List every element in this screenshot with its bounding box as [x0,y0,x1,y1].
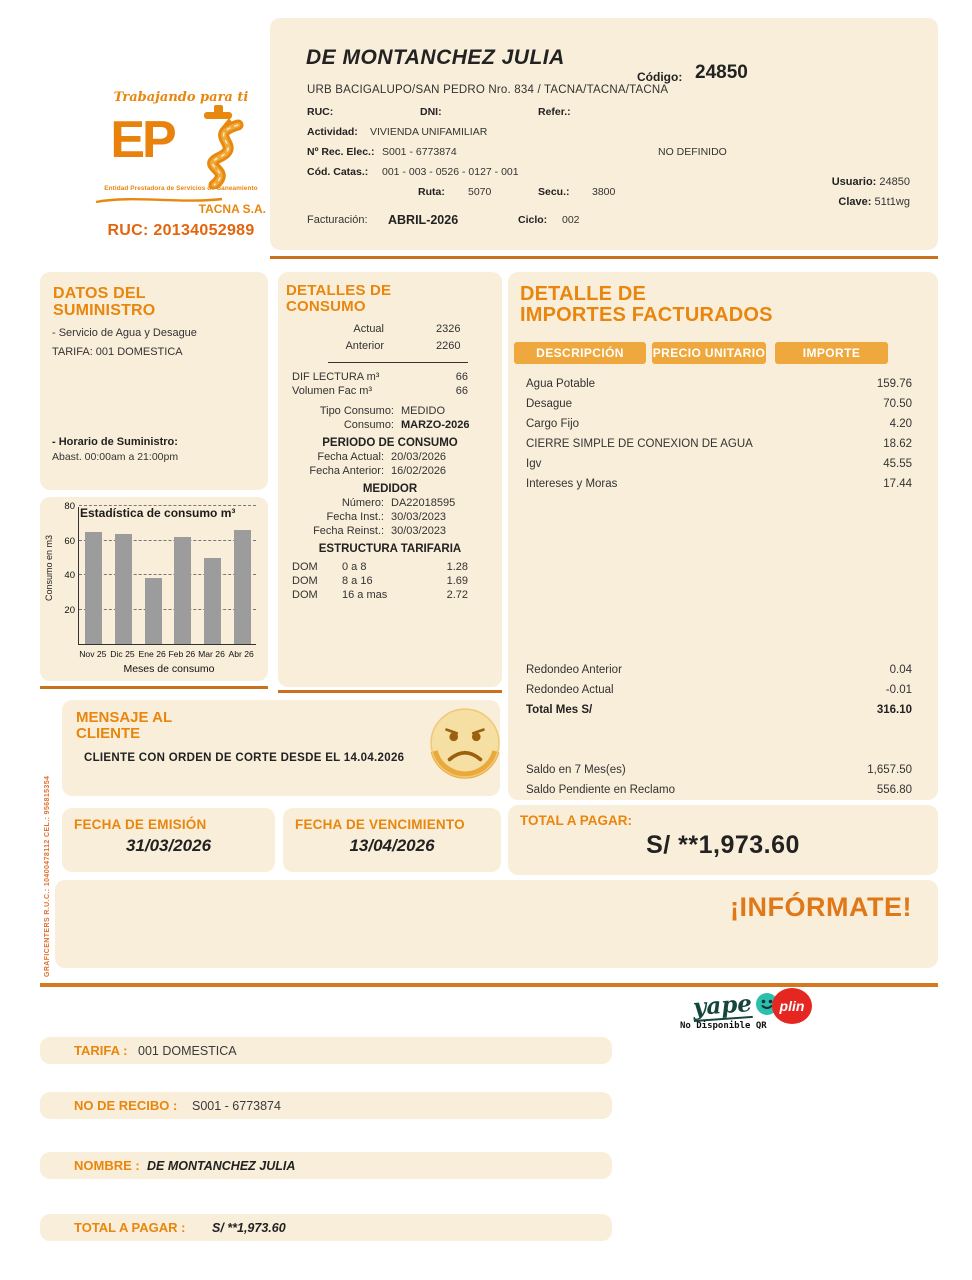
importe-label: Intereses y Moras [526,478,618,490]
col-descripcion: DESCRIPCIÓN [514,342,646,364]
suministro-title-line1: DATOS DEL [53,285,146,302]
catas-label: Cód. Catas.: [307,166,369,178]
no-definido: NO DEFINIDO [658,146,727,158]
consumo-title-line2: CONSUMO [286,298,366,315]
fecha-emision-label: FECHA DE EMISIÓN [74,817,207,832]
clave-value: 51t1wg [874,196,910,208]
fecha-actual-value: 20/03/2026 [391,451,447,463]
importe-label: CIERRE SIMPLE DE CONEXION DE AGUA [526,438,753,450]
sad-face-icon [428,706,502,785]
medidor-numero-label: Número: [341,497,384,509]
periodo-title: PERIODO DE CONSUMO [322,437,458,449]
secu-value: 3800 [592,186,616,198]
estructura-row [278,561,502,573]
suministro-panel [40,272,268,490]
clave-label: Clave: [838,196,872,208]
estructura-tipo: DOM [292,575,318,587]
middle-column-divider [278,690,502,693]
tarifa-text: TARIFA: 001 DOMESTICA [52,346,183,358]
fecha-vencimiento-panel [283,808,501,872]
mensaje-title-line2: CLIENTE [76,725,141,742]
col-importe: IMPORTE [775,342,888,364]
resumen-tarifa-label: TARIFA : [74,1043,128,1058]
secu-label: Secu.: [538,186,570,198]
saldo-value: 1,657.50 [867,764,912,776]
importes-panel [508,272,938,800]
mensaje-text: CLIENTE CON ORDEN DE CORTE DESDE EL 14.04.2026 [84,752,405,764]
fecha-emision-panel [62,808,275,872]
resumen-tarifa-strip [40,1037,612,1064]
resumen-nombre-label: NOMBRE : [74,1158,140,1173]
fecha-inst-row [278,511,502,523]
medidor-title: MEDIDOR [362,483,418,495]
ruc-label: RUC: [307,106,334,118]
eps-logo [92,90,270,240]
resumen-nombre-value: DE MONTANCHEZ JULIA [147,1159,296,1173]
estructura-rango: 0 a 8 [342,561,367,573]
ciclo-value: 002 [562,214,580,226]
fecha-vencimiento-value: 13/04/2026 [349,836,435,855]
plin-wordmark: plin [779,998,805,1014]
lectura-actual-value: 2326 [436,323,461,335]
estructura-rango: 8 a 16 [342,575,373,587]
saldo-row [508,760,938,780]
chart-bar-Ene 26 [145,578,162,644]
importe-label: Cargo Fijo [526,418,580,430]
header-panel [270,18,938,250]
redondeo-label: Redondeo Anterior [526,664,622,676]
header-divider [270,256,938,259]
estructura-row [278,589,502,601]
suministro-title [40,272,268,319]
chart-x-tick: Dic 25 [110,649,135,659]
chart-plot-area [64,501,256,645]
importe-value: 70.50 [883,398,912,410]
volumen-fac-value: 66 [455,385,468,397]
yape-wordmark: yape [692,989,753,1021]
lectura-actual-row [278,323,502,335]
importe-row [508,454,938,474]
importes-table-header [508,342,938,364]
importes-title-line1: DETALLE DE [520,283,647,305]
importes-title [520,284,773,326]
fecha-anterior-value: 16/02/2026 [391,465,447,477]
left-column-divider [40,686,268,689]
rec-elec-value: S001 - 6773874 [382,146,457,158]
fecha-anterior-row [278,465,502,477]
redondeo-block [508,660,938,720]
fecha-reinst-label: Fecha Reinst.: [313,525,384,537]
total-mes-value: 316.10 [876,704,912,716]
chart-gridline [79,540,256,541]
lectura-divider [328,362,468,363]
dif-lectura-label: DIF LECTURA m³ [292,371,380,383]
chart-y-tick: 60 [64,535,75,547]
chart-y-axis-label: Consumo en m3 [44,534,54,602]
consumo-mes-value: MARZO-2026 [401,419,470,431]
redondeo-value: -0.01 [885,684,912,696]
actividad-value: VIVIENDA UNIFAMILIAR [370,126,488,138]
fecha-reinst-row [278,525,502,537]
logo-subtitle: Entidad Prestadora de Servicios de Saneamiento [104,185,258,192]
resumen-nombre-strip [40,1152,612,1179]
suministro-title-line2: SUMINISTRO [53,302,156,319]
resumen-recibo-value: S001 - 6773874 [192,1099,281,1113]
resumen-recibo-label: NO DE RECIBO : [74,1098,178,1113]
importe-value: 4.20 [889,418,912,430]
total-mes-row [508,700,938,720]
printer-note-vertical: GRAFICENTERS R.U.C.: 10400478112 CEL.: 956815354 [44,775,51,977]
facturacion-label: Facturación: [307,214,368,226]
horario-label: - Horario de Suministro: [52,436,178,448]
resumen-total-value: S/ **1,973.60 [212,1221,286,1235]
chart-x-tick: Feb 26 [168,649,196,659]
redondeo-row [508,660,938,680]
tipo-consumo-value: MEDIDO [401,405,445,417]
importe-value: 18.62 [883,438,912,450]
medidor-numero-value: DA22018595 [391,497,456,509]
actividad-label: Actividad: [307,126,358,138]
fecha-vencimiento-label: FECHA DE VENCIMIENTO [295,817,465,832]
importe-row [508,434,938,454]
usuario-label: Usuario: [831,176,877,188]
dif-lectura-row [278,371,502,383]
dni-label: DNI: [420,106,442,118]
resumen-recibo-strip [40,1092,612,1119]
yape-logo [692,989,779,1021]
resumen-tarifa-value: 001 DOMESTICA [138,1044,237,1058]
usuario-value: 24850 [879,176,910,188]
total-a-pagar-label: TOTAL A PAGAR: [520,813,632,828]
clave-row [838,196,910,208]
chart-x-tick: Ene 26 [138,649,166,659]
chart-x-axis-label: Meses de consumo [123,663,215,675]
saldo-label: Saldo Pendiente en Reclamo [526,784,675,796]
consumo-mes-label: Consumo: [343,419,394,431]
chart-y-tick: 80 [64,501,75,512]
estructura-rango: 16 a mas [342,589,388,601]
consumo-panel [278,272,502,687]
fecha-reinst-value: 30/03/2023 [391,525,447,537]
fecha-inst-value: 30/03/2023 [391,511,447,523]
plin-logo [772,988,812,1024]
chart-x-tick: Mar 26 [198,649,225,659]
chart-y-tick: 20 [64,604,75,616]
chart-x-tick: Nov 25 [79,649,107,659]
informate-panel [55,880,938,968]
qr-note: No Disponible QR [680,1021,767,1031]
importe-label: Igv [526,458,542,470]
rec-elec-label: Nº Rec. Elec.: [307,146,375,158]
tipo-consumo-label: Tipo Consumo: [319,405,394,417]
customer-name: DE MONTANCHEZ JULIA [306,46,565,69]
lectura-anterior-row [278,340,502,352]
redondeo-value: 0.04 [889,664,912,676]
importe-row [508,394,938,414]
logo-company: TACNA S.A. [198,202,266,216]
chart-bar-Abr 26 [234,530,251,644]
fecha-emision-value: 31/03/2026 [125,836,212,855]
tipo-consumo-row [278,405,502,417]
estructura-title: ESTRUCTURA TARIFARIA [318,543,462,555]
fecha-anterior-label: Fecha Anterior: [309,465,384,477]
col-precio-unitario: PRECIO UNITARIO [652,342,766,364]
importe-value: 17.44 [883,478,912,490]
consumo-title [278,272,502,315]
saldo-row [508,780,938,800]
lectura-anterior-value: 2260 [436,340,461,352]
importe-value: 159.76 [876,378,912,390]
lectura-actual-label: Actual [353,323,384,335]
chart-title: Estadística de consumo m³ [80,506,236,520]
catas-value: 001 - 003 - 0526 - 0127 - 001 [382,166,519,178]
logo-main [92,105,270,185]
estructura-tipo: DOM [292,589,318,601]
saldo-value: 556.80 [876,784,912,796]
codigo-value: 24850 [695,62,748,83]
chart-bar-Nov 25 [85,532,102,644]
refer-label: Refer.: [538,106,571,118]
estructura-precio: 2.72 [446,589,468,601]
total-a-pagar-panel [508,805,938,875]
consumption-chart [40,497,268,681]
volumen-fac-row [278,385,502,397]
chart-bar-Mar 26 [204,558,221,644]
estructura-tipo: DOM [292,561,318,573]
estructura-precio: 1.28 [446,561,468,573]
facturacion-value: ABRIL-2026 [388,213,459,227]
fecha-actual-label: Fecha Actual: [317,451,384,463]
logo-ruc: RUC: 20134052989 [107,222,255,239]
total-a-pagar-value: S/ **1,973.60 [646,831,800,859]
logo-tagline: Trabajando para ti [113,90,249,105]
fecha-inst-label: Fecha Inst.: [326,511,384,523]
volumen-fac-label: Volumen Fac m³ [292,385,373,397]
usuario-row [832,176,910,188]
chart-gridline [79,574,256,575]
chart-bar-Feb 26 [174,537,191,644]
saldo-label: Saldo en 7 Mes(es) [526,764,626,776]
horario-value: Abast. 00:00am a 21:00pm [52,451,179,463]
redondeo-row [508,680,938,700]
fecha-actual-row [278,451,502,463]
importe-label: Desague [526,398,573,410]
mensaje-title-line1: MENSAJE AL [76,709,173,726]
ruta-value: 5070 [468,186,492,198]
codigo-label: Código: [637,70,683,84]
importe-row [508,474,938,494]
servicio-text: - Servicio de Agua y Desague [52,327,197,339]
saldos-block [508,760,938,800]
estructura-precio: 1.69 [446,575,468,587]
informate-text: ¡INFÓRMATE! [730,892,912,922]
importes-title-line2: IMPORTES FACTURADOS [520,304,773,326]
section-divider-line [40,983,938,987]
chart-bar-Dic 25 [115,534,132,644]
consumo-mes-row [278,419,502,431]
customer-address: URB BACIGALUPO/SAN PEDRO Nro. 834 / TACNA/TACNA/TACNA [307,84,669,96]
importe-label: Agua Potable [526,378,596,390]
river-tap-icon [174,105,252,194]
importe-row [508,414,938,434]
estructura-row [278,575,502,587]
importes-items [508,374,938,494]
ruta-label: Ruta: [418,186,445,198]
chart-y-tick: 40 [64,570,75,581]
resumen-total-label: TOTAL A PAGAR : [74,1220,186,1235]
chart-x-tick: Abr 26 [228,649,254,659]
logo-ep-text: EP [110,111,174,169]
importe-row [508,374,938,394]
redondeo-label: Redondeo Actual [526,684,614,696]
total-mes-label: Total Mes S/ [526,704,593,716]
lectura-anterior-label: Anterior [345,340,384,352]
importe-value: 45.55 [883,458,912,470]
medidor-numero-row [278,497,502,509]
chart-gridline [79,609,256,610]
dif-lectura-value: 66 [455,371,468,383]
resumen-total-strip [40,1214,612,1241]
consumo-title-line1: DETALLES DE [286,282,392,299]
ciclo-label: Ciclo: [518,214,548,226]
